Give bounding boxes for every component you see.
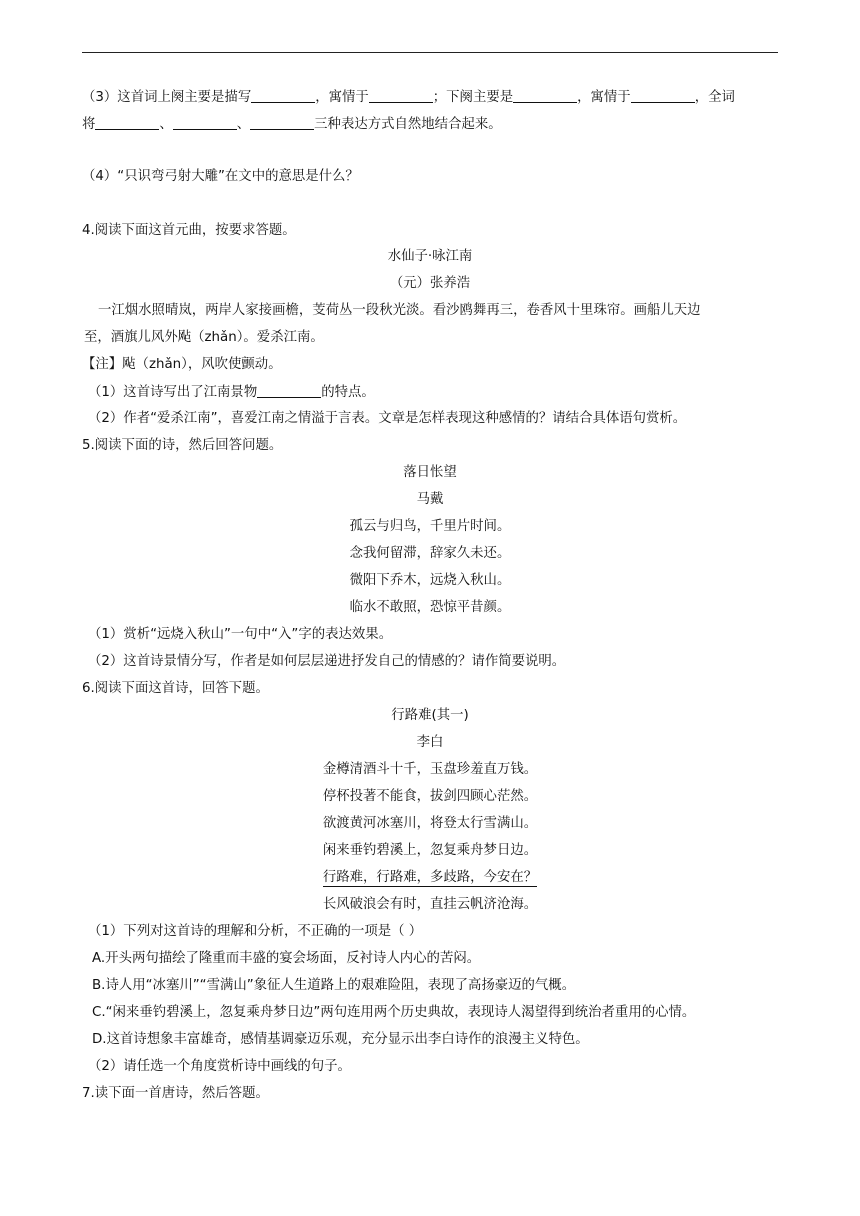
- q3-text: 将: [82, 117, 96, 132]
- p5-poem-line: 孤云与归鸟，千里片时间。: [349, 519, 511, 534]
- p5-heading: 5.阅读下面的诗，然后回答问题。: [82, 438, 283, 453]
- q3-text: 三种表达方式自然地结合起来。: [314, 117, 502, 132]
- p5-q1: （1）赏析“远烧入秋山”一句中“入”字的表达效果。: [88, 627, 393, 642]
- p4-q2: （2）作者“爱杀江南”，喜爱江南之情溢于言表。文章是怎样表现这种感情的？请结合具体语句赏析。: [88, 411, 687, 426]
- q3-text: 、: [236, 117, 251, 132]
- p4-q1: [88, 383, 788, 402]
- p5-author: 马戴: [416, 492, 444, 507]
- p6-heading: 6.阅读下面这首诗，回答下题。: [82, 681, 269, 696]
- p6-poem-line: 停杯投著不能食，拔剑四顾心茫然。: [322, 789, 538, 804]
- p4-q1-text: 的特点。: [321, 385, 375, 400]
- p6-option-d: D.这首诗想象丰富雄奇，感情基调豪迈乐观，充分显示出李白诗作的浪漫主义特色。: [92, 1032, 589, 1047]
- p4-q1-text: （1）这首诗写出了江南景物: [88, 385, 258, 400]
- q3-line1: [82, 88, 782, 107]
- q3-text: ，寓情于: [577, 90, 631, 105]
- p4-text-line1: 一江烟水照晴岚，两岸人家接画檐，芰荷丛一段秋光淡。看沙鸥舞再三，卷香风十里珠帘。画船儿天边: [98, 303, 701, 318]
- q3-text: （3）这首词上阕主要是描写: [82, 90, 252, 105]
- answer-blank[interactable]: [251, 88, 315, 103]
- p6-poem-line-underlined: [82, 869, 778, 887]
- q4-question: （4）“只识弯弓射大雕”在文中的意思是什么？: [82, 169, 359, 184]
- p5-title: 落日怅望: [403, 465, 457, 480]
- answer-blank[interactable]: [631, 88, 695, 103]
- p5-poem-line: 微阳下乔木，远烧入秋山。: [349, 573, 511, 588]
- p6-option-b: B.诗人用“冰塞川”“雪满山”象征人生道路上的艰难险阻，表现了高扬豪迈的气概。: [92, 978, 576, 993]
- answer-blank[interactable]: [250, 115, 314, 130]
- q3-line2: [82, 115, 782, 134]
- p6-q2: （2）请任选一个角度赏析诗中画线的句子。: [88, 1059, 351, 1074]
- p6-poem-line: 长风破浪会有时，直挂云帆济沧海。: [322, 897, 538, 912]
- p4-title: 水仙子·咏江南: [387, 249, 473, 264]
- answer-blank[interactable]: [173, 115, 237, 130]
- q3-text: ，全词: [694, 90, 735, 105]
- p6-title: 行路难(其一): [391, 708, 469, 723]
- p6-author: 李白: [416, 735, 444, 750]
- underlined-sentence: 行路难，行路难，多歧路，今安在？: [322, 870, 538, 885]
- answer-blank[interactable]: [95, 115, 159, 130]
- q3-text: ，寓情于: [315, 90, 369, 105]
- p4-text-line2: 至，酒旗儿风外飐（zhǎn）。爱杀江南。: [84, 330, 324, 345]
- p6-option-a: A.开头两句描绘了隆重而丰盛的宴会场面，反衬诗人内心的苦闷。: [92, 951, 481, 966]
- p6-poem-line: 金樽清酒斗十千，玉盘珍羞直万钱。: [322, 762, 538, 777]
- p6-poem-line: 欲渡黄河冰塞川，将登太行雪满山。: [322, 816, 538, 831]
- answer-blank[interactable]: [257, 383, 321, 398]
- p4-heading: 4.阅读下面这首元曲，按要求答题。: [82, 223, 296, 238]
- p6-q1: （1）下列对这首诗的理解和分析，不正确的一项是（ ）: [88, 924, 423, 939]
- p4-note: 【注】飐（zhǎn），风吹使颤动。: [82, 357, 282, 372]
- p7-heading: 7.读下面一首唐诗，然后答题。: [82, 1086, 269, 1101]
- p5-poem-line: 临水不敢照，恐惊平昔颜。: [349, 600, 511, 615]
- header-rule: [82, 52, 778, 53]
- p6-option-c: C.“闲来垂钓碧溪上，忽复乘舟梦日边”两句连用两个历史典故，表现诗人渴望得到统治者重用的心情。: [92, 1005, 696, 1020]
- answer-blank[interactable]: [369, 88, 433, 103]
- q3-text: 、: [159, 117, 173, 132]
- p6-poem-line: 闲来垂钓碧溪上，忽复乘舟梦日边。: [322, 843, 538, 858]
- p5-poem-line: 念我何留滞，辞家久未还。: [349, 546, 511, 561]
- p5-q2: （2）这首诗景情分写，作者是如何层层递进抒发自己的情感的？请作简要说明。: [88, 654, 566, 669]
- p4-author: （元）张养浩: [389, 276, 471, 291]
- answer-blank[interactable]: [513, 88, 577, 103]
- q3-text: ；下阕主要是: [432, 90, 514, 105]
